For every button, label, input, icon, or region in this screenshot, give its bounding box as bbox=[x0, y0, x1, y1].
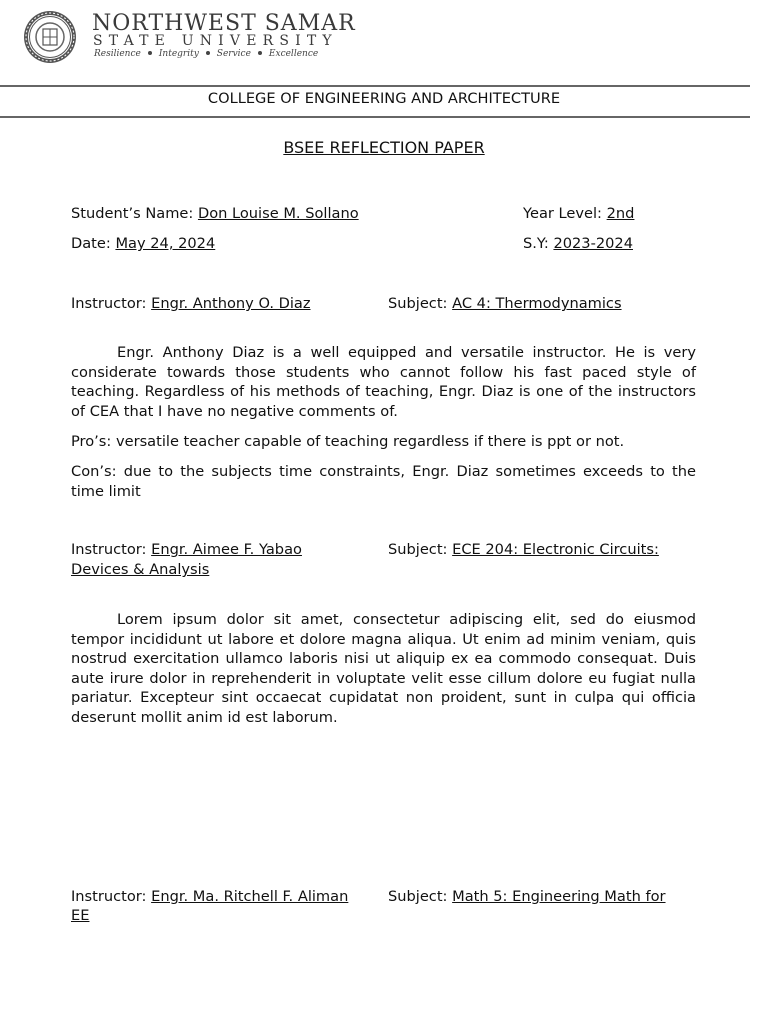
school-year-label: S.Y: bbox=[523, 235, 554, 252]
motto-word: Integrity bbox=[158, 49, 199, 59]
school-year-field bbox=[523, 235, 633, 252]
instructor-value: Engr. Anthony O. Diaz bbox=[151, 295, 311, 312]
year-level-value: 2nd bbox=[606, 205, 635, 222]
date-field bbox=[71, 235, 215, 252]
university-seal-icon bbox=[23, 10, 77, 64]
motto-word: Excellence bbox=[268, 49, 319, 59]
motto-word: Service bbox=[216, 49, 251, 59]
subject-value-continuation: EE bbox=[71, 907, 90, 924]
subject-label: Subject: bbox=[388, 541, 453, 558]
header-rule-top bbox=[0, 85, 750, 87]
university-motto bbox=[94, 49, 318, 59]
reflection-paragraph: Engr. Anthony Diaz is a well equipped and versatile instructor. He is very considerate towards those students who cannot follow his fast paced style of teaching. Regardless of his methods of teaching, Engr. Diaz is one of the instructors of CEA that I have no negative comments of. bbox=[71, 344, 696, 420]
header-rule-bottom bbox=[0, 116, 750, 118]
instructor-field bbox=[71, 295, 311, 312]
year-level-label: Year Level: bbox=[523, 205, 607, 222]
school-year-value: 2023-2024 bbox=[553, 235, 633, 252]
student-name-value: Don Louise M. Sollano bbox=[197, 205, 359, 222]
student-name-label: Student’s Name: bbox=[71, 205, 198, 222]
instructor-field bbox=[71, 541, 302, 558]
document-title: BSEE REFLECTION PAPER bbox=[283, 138, 485, 157]
pros-paragraph: Pro’s: versatile teacher capable of teaching regardless if there is ppt or not. bbox=[71, 433, 625, 450]
cons-paragraph: Con’s: due to the subjects time constraints, Engr. Diaz sometimes exceeds to the time limit bbox=[71, 463, 696, 500]
subject-value-continuation: Devices & Analysis bbox=[71, 561, 210, 578]
instructor-label: Instructor: bbox=[71, 295, 152, 312]
subject-value: ECE 204: Electronic Circuits: bbox=[452, 541, 659, 558]
subject-value: Math 5: Engineering Math for bbox=[452, 888, 666, 905]
date-value: May 24, 2024 bbox=[115, 235, 216, 252]
subject-label: Subject: bbox=[388, 295, 453, 312]
instructor-value: Engr. Ma. Ritchell F. Aliman bbox=[151, 888, 349, 905]
motto-word: Resilience bbox=[94, 49, 141, 59]
university-subtitle: STATE UNIVERSITY bbox=[93, 33, 338, 49]
reflection-paragraph: Lorem ipsum dolor sit amet, consectetur adipiscing elit, sed do eiusmod tempor incididunt ut labore et dolore magna aliqua. Ut enim ad minim veniam, quis nostrud exercitation ullamco laboris nisi ut aliquip ex ea commodo consequat. Duis aute irure dolor in reprehenderit in voluptate velit esse cillum dolore eu fugiat nulla pariatur. Excepteur sint occaecat cupidatat non proident, sunt in culpa qui officia deserunt mollit anim id est laborum. bbox=[71, 611, 696, 726]
subject-label: Subject: bbox=[388, 888, 453, 905]
student-name-field bbox=[71, 205, 359, 222]
subject-field bbox=[388, 295, 622, 312]
subject-field bbox=[388, 541, 659, 558]
instructor-label: Instructor: bbox=[71, 888, 152, 905]
subject-field bbox=[388, 888, 666, 905]
instructor-value: Engr. Aimee F. Yabao bbox=[151, 541, 302, 558]
college-name: COLLEGE OF ENGINEERING AND ARCHITECTURE bbox=[207, 90, 561, 107]
year-level-field bbox=[523, 205, 634, 222]
university-name: NORTHWEST SAMAR bbox=[92, 11, 356, 36]
subject-value: AC 4: Thermodynamics bbox=[452, 295, 622, 312]
instructor-field bbox=[71, 888, 348, 905]
instructor-label: Instructor: bbox=[71, 541, 152, 558]
date-label: Date: bbox=[71, 235, 116, 252]
